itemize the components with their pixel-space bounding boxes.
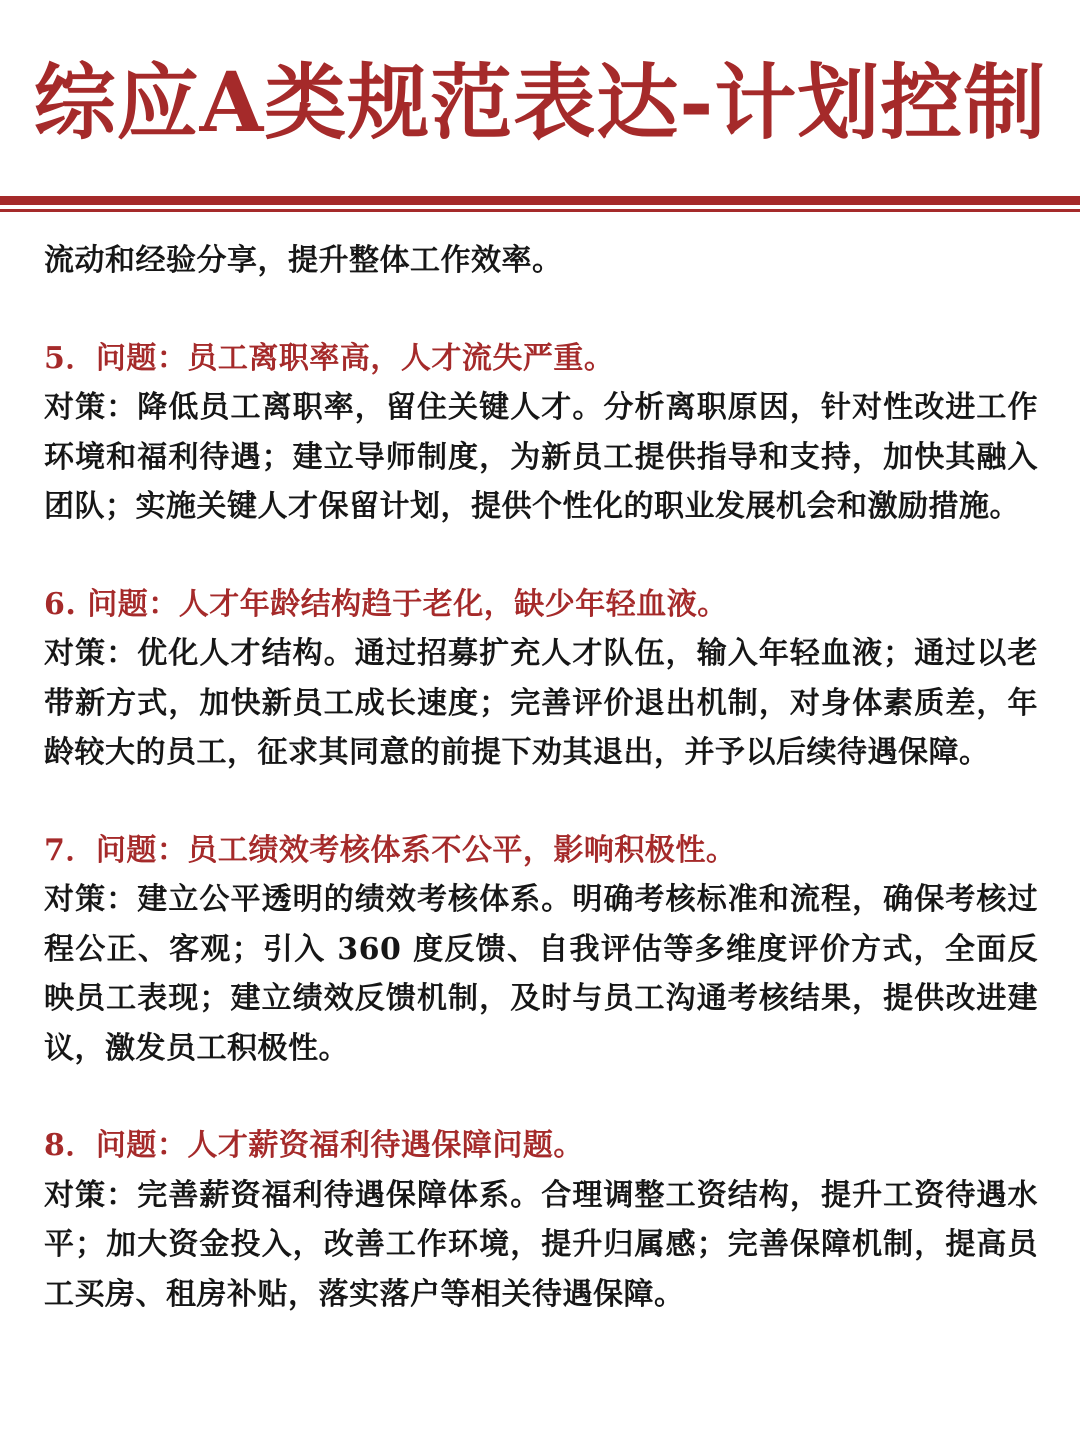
question-heading: 6. 问题：人才年龄结构趋于老化，缺少年轻血液。 — [44, 586, 728, 622]
answer-paragraph: 对策：降低员工离职率，留住关键人才。分析离职原因，针对性改进工作环境和福利待遇；建立导师制度，为新员工提供指导和支持，加快其融入团队；实施关键人才保留计划，提供个性化的职业发展机会和激励措施。 — [44, 390, 1038, 524]
title-divider — [0, 196, 1080, 218]
answer-paragraph: 对策：建立公平透明的绩效考核体系。明确考核标准和流程，确保考核过程公正、客观；引入 360 度反馈、自我评估等多维度评价方式，全面反映员工表现；建立绩效反馈机制，及时与员工沟通考核结果，提供改进建议，激发员工积极性。 — [44, 882, 1038, 1066]
divider-thick-line — [0, 196, 1080, 205]
question-heading: 7．问题：员工绩效考核体系不公平，影响积极性。 — [44, 832, 737, 868]
question-heading: 5．问题：员工离职率高，人才流失严重。 — [44, 340, 615, 376]
question-heading: 8．问题：人才薪资福利待遇保障问题。 — [44, 1128, 584, 1163]
section-8 — [44, 1121, 1038, 1319]
answer-paragraph: 对策：完善薪资福利待遇保障体系。合理调整工资结构，提升工资待遇水平；加大资金投入，改善工作环境，提升归属感；完善保障机制，提高员工买房、租房补贴，落实落户等相关待遇保障。 — [44, 1177, 1038, 1312]
section-5 — [44, 334, 1038, 532]
intro-paragraph: 流动和经验分享，提升整体工作效率。 — [44, 243, 563, 278]
section-7 — [44, 826, 1038, 1074]
answer-paragraph: 对策：优化人才结构。通过招募扩充人才队伍，输入年轻血液；通过以老带新方式，加快新员工成长速度；完善评价退出机制，对身体素质差，年龄较大的员工，征求其同意的前提下劝其退出，并予以后续待遇保障。 — [44, 636, 1038, 770]
header — [0, 0, 1080, 196]
page-title: 综应A类规范表达-计划控制 — [33, 55, 1047, 151]
divider-thin-line — [0, 209, 1080, 212]
content — [44, 236, 1038, 1319]
section-6 — [44, 580, 1038, 778]
